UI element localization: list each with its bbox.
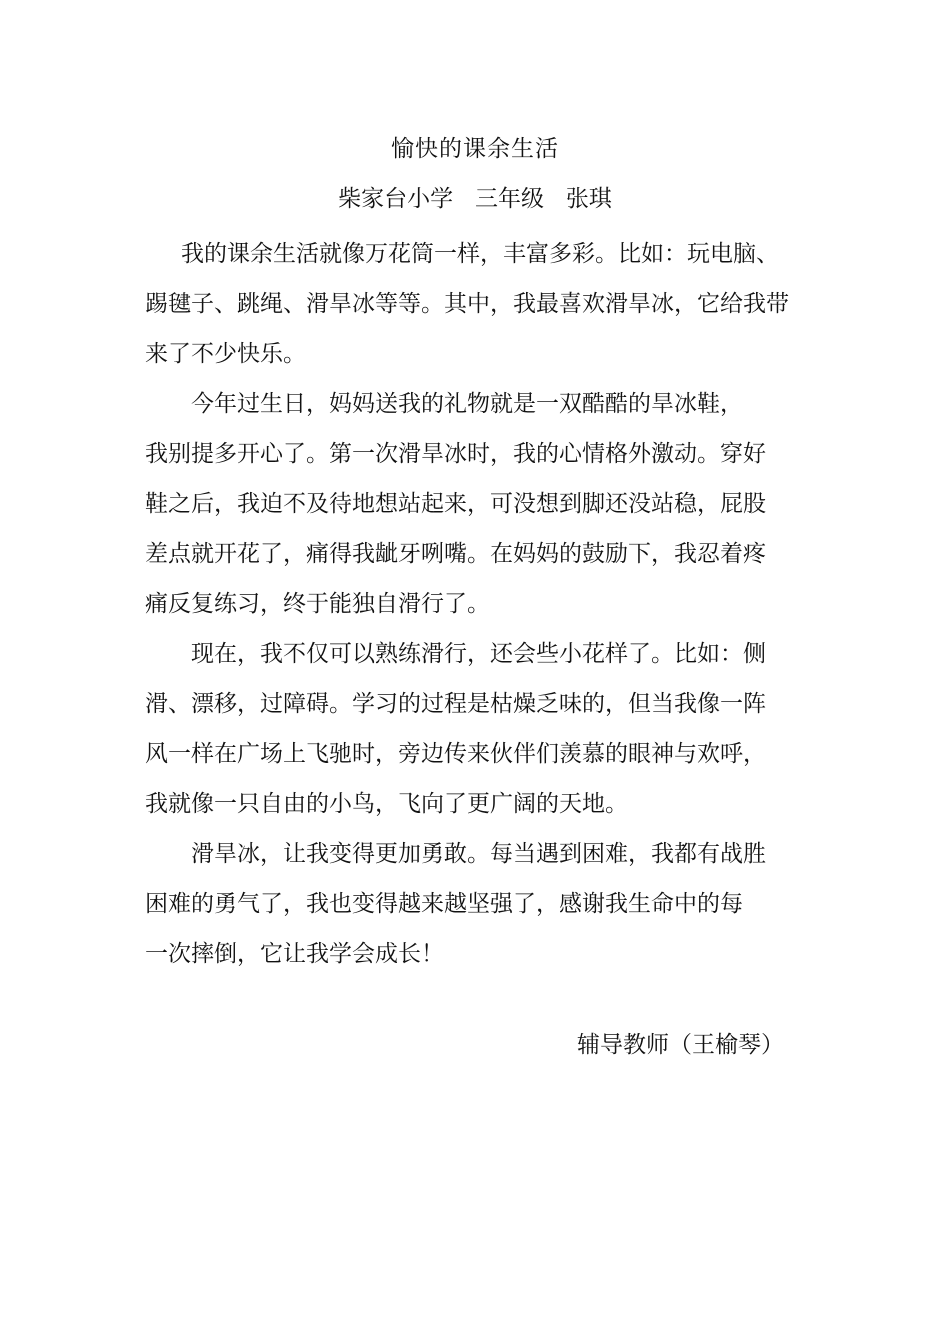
paragraph-3 [145,629,815,829]
paragraph-line: 一次摔倒，它让我学会成长！ [145,941,444,967]
paragraph-line: 痛反复练习，终于能独自滑行了。 [145,591,490,617]
paragraph-line: 我就像一只自由的小鸟，飞向了更广阔的天地。 [145,791,628,817]
paragraph-2 [145,379,815,629]
paragraph-4 [145,829,815,979]
teacher-signature: 辅导教师（王榆琴） [577,1032,784,1058]
paragraph-line: 我别提多开心了。第一次滑旱冰时，我的心情格外激动。穿好 [145,441,766,467]
paragraph-line: 风一样在广场上飞驰时，旁边传来伙伴们羡慕的眼神与欢呼， [145,741,766,767]
paragraph-line: 我的课余生活就像万花筒一样，丰富多彩。比如：玩电脑、 [181,241,779,267]
author-byline: 柴家台小学 三年级 张琪 [338,186,612,212]
essay-title: 愉快的课余生活 [391,136,559,162]
paragraph-1 [145,229,815,379]
essay-body [145,229,815,979]
paragraph-line: 差点就开花了，痛得我龇牙咧嘴。在妈妈的鼓励下，我忍着疼 [145,541,766,567]
paragraph-line: 来了不少快乐。 [145,341,306,367]
paragraph-line: 滑旱冰，让我变得更加勇敢。每当遇到困难，我都有战胜 [191,841,766,867]
paragraph-line: 现在，我不仅可以熟练滑行，还会些小花样了。比如：侧 [191,641,766,667]
paragraph-line: 滑、漂移，过障碍。学习的过程是枯燥乏味的，但当我像一阵 [145,691,766,717]
paragraph-line: 鞋之后，我迫不及待地想站起来，可没想到脚还没站稳，屁股 [145,491,766,517]
paragraph-line: 困难的勇气了，我也变得越来越坚强了，感谢我生命中的每 [145,891,743,917]
paragraph-line: 踢毽子、跳绳、滑旱冰等等。其中，我最喜欢滑旱冰，它给我带 [145,291,789,317]
paragraph-line: 今年过生日，妈妈送我的礼物就是一双酷酷的旱冰鞋， [191,391,743,417]
